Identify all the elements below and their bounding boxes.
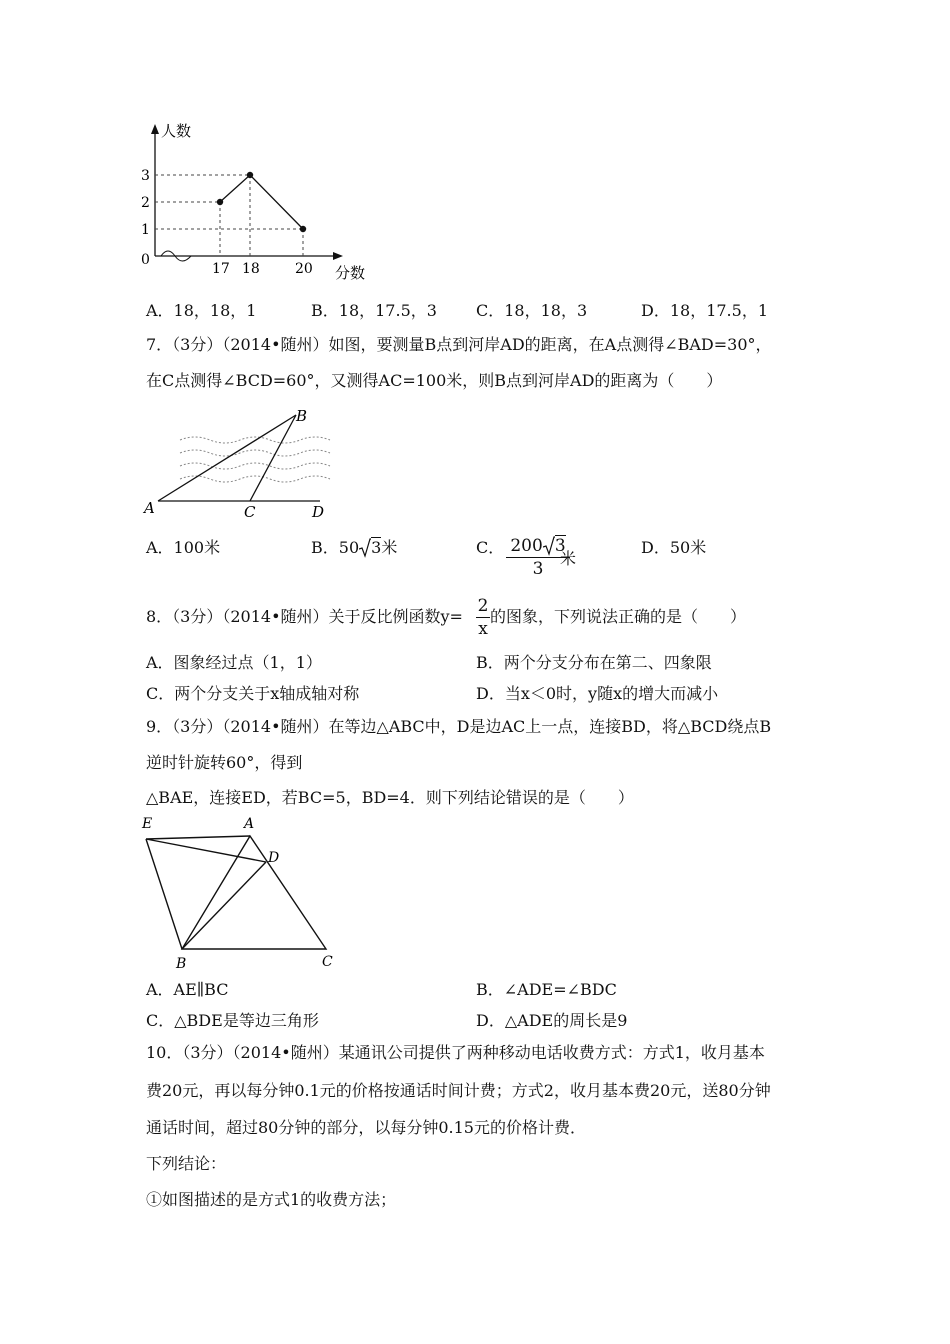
- q7-option-c-numerator: 200 3: [510, 536, 566, 556]
- segment-eb: [146, 839, 182, 949]
- q6-option-b: B．18，17.5，3: [311, 301, 437, 320]
- label-b: B: [296, 407, 308, 425]
- q8-fraction-denominator: x: [478, 619, 488, 639]
- y-tick-label-3: 3: [141, 168, 150, 184]
- q7-option-d: D．50米: [641, 538, 707, 557]
- segment-ab: [158, 415, 296, 501]
- q8-option-a: A．图象经过点（1，1）: [146, 653, 322, 672]
- q7-option-b-prefix: B．50: [311, 538, 360, 557]
- x-tick-label-18: 18: [242, 261, 260, 277]
- label-c: C: [322, 954, 333, 970]
- q9-option-a: A．AE∥BC: [146, 980, 229, 999]
- label-c: C: [244, 503, 256, 521]
- q7-stem-line-2: 在C点测得∠BCD=60°，又测得AC=100米，则B点到河岸AD的距离为（ ）: [146, 371, 723, 390]
- label-b: B: [176, 956, 187, 972]
- q8-stem-suffix: 的图象，下列说法正确的是（ ）: [490, 607, 747, 626]
- x-tick-label-17: 17: [212, 261, 230, 277]
- q8-fraction: [476, 596, 490, 639]
- label-a: A: [244, 816, 255, 832]
- q9-option-c: C．△BDE是等边三角形: [146, 1011, 319, 1030]
- q7-river-figure: [140, 405, 340, 525]
- fraction-bar: [476, 617, 490, 618]
- q10-stem-line-2: 费20元，再以每分钟0.1元的价格按通话时间计费；方式2，收月基本费20元，送80分钟: [146, 1081, 771, 1100]
- q6-option-d: D．18，17.5，1: [641, 301, 768, 320]
- q7-stem-line-1: 7．（3分）（2014•随州）如图，要测量B点到河岸AD的距离，在A点测得∠BAD=30°，: [146, 335, 772, 354]
- data-point-17: [217, 199, 223, 205]
- q10-stem-line-5: ①如图描述的是方式1的收费方法；: [146, 1190, 397, 1209]
- label-a: A: [144, 499, 155, 517]
- q7-option-c-denominator: 3: [532, 559, 544, 579]
- q6-option-a: A．18，18，1: [146, 301, 257, 320]
- q10-stem-line-1: 10．（3分）（2014•随州）某通讯公司提供了两种移动电话收费方式：方式1，收月基本: [146, 1043, 765, 1062]
- q10-stem-line-3: 通话时间，超过80分钟的部分，以每分钟0.15元的价格计费．: [146, 1118, 586, 1137]
- q8-stem-prefix: 8．（3分）（2014•随州）关于反比例函数y=: [146, 607, 463, 626]
- data-point-20: [300, 226, 306, 232]
- q7-option-b-radicand: 3: [371, 538, 382, 557]
- q7-option-c-prefix: C．: [476, 538, 505, 557]
- q10-stem-line-4: 下列结论：: [146, 1154, 227, 1173]
- q9-option-d: D．△ADE的周长是9: [476, 1011, 628, 1030]
- radical-sign: [543, 536, 555, 556]
- segment-cb: [250, 415, 296, 501]
- q8-option-d: D．当x＜0时，y随x的增大而减小: [476, 684, 719, 703]
- segment-ed: [146, 839, 266, 862]
- q7-option-b-unit: 米: [381, 538, 398, 557]
- data-point-18: [247, 172, 253, 178]
- y-tick-label-1: 1: [141, 222, 150, 238]
- q8-option-b: B．两个分支分布在第二、四象限: [476, 653, 712, 672]
- series-line: [220, 175, 303, 229]
- q7-option-a: A．100米: [146, 538, 221, 557]
- radical-sign: [359, 538, 371, 558]
- x-axis-label: 分数: [335, 264, 366, 282]
- q7-option-c-unit: 米: [560, 549, 577, 568]
- label-e: E: [142, 816, 153, 832]
- score-count-chart: [135, 118, 395, 288]
- q9-triangle-figure: [140, 816, 340, 974]
- x-axis-arrow: [333, 252, 343, 260]
- q9-option-b: B．∠ADE=∠BDC: [476, 980, 617, 999]
- q9-stem-line-2: 逆时针旋转60°，得到: [146, 753, 303, 772]
- q8-fraction-numerator: 2: [477, 596, 489, 616]
- q7-option-b: [311, 537, 397, 559]
- q9-stem-line-3: △BAE，连接ED，若BC=5，BD=4．则下列结论错误的是（ ）: [146, 788, 634, 807]
- segment-ea: [146, 836, 250, 839]
- origin-label: 0: [141, 252, 150, 268]
- y-tick-label-2: 2: [141, 195, 150, 211]
- y-axis-label: 人数: [161, 122, 192, 140]
- q9-stem-line-1: 9．（3分）（2014•随州）在等边△ABC中，D是边AC上一点，连接BD，将△BCD绕点B: [146, 717, 772, 736]
- label-d: D: [312, 503, 325, 521]
- river-waves: [180, 437, 330, 482]
- q6-option-c: C．18，18，3: [476, 301, 588, 320]
- segment-bd: [182, 862, 266, 949]
- x-tick-label-20: 20: [295, 261, 313, 277]
- y-axis-arrow: [151, 124, 159, 134]
- label-d: D: [268, 850, 280, 866]
- q8-option-c: C．两个分支关于x轴成轴对称: [146, 684, 360, 703]
- triangle-abc: [182, 836, 326, 949]
- dashed-guides: [155, 175, 303, 256]
